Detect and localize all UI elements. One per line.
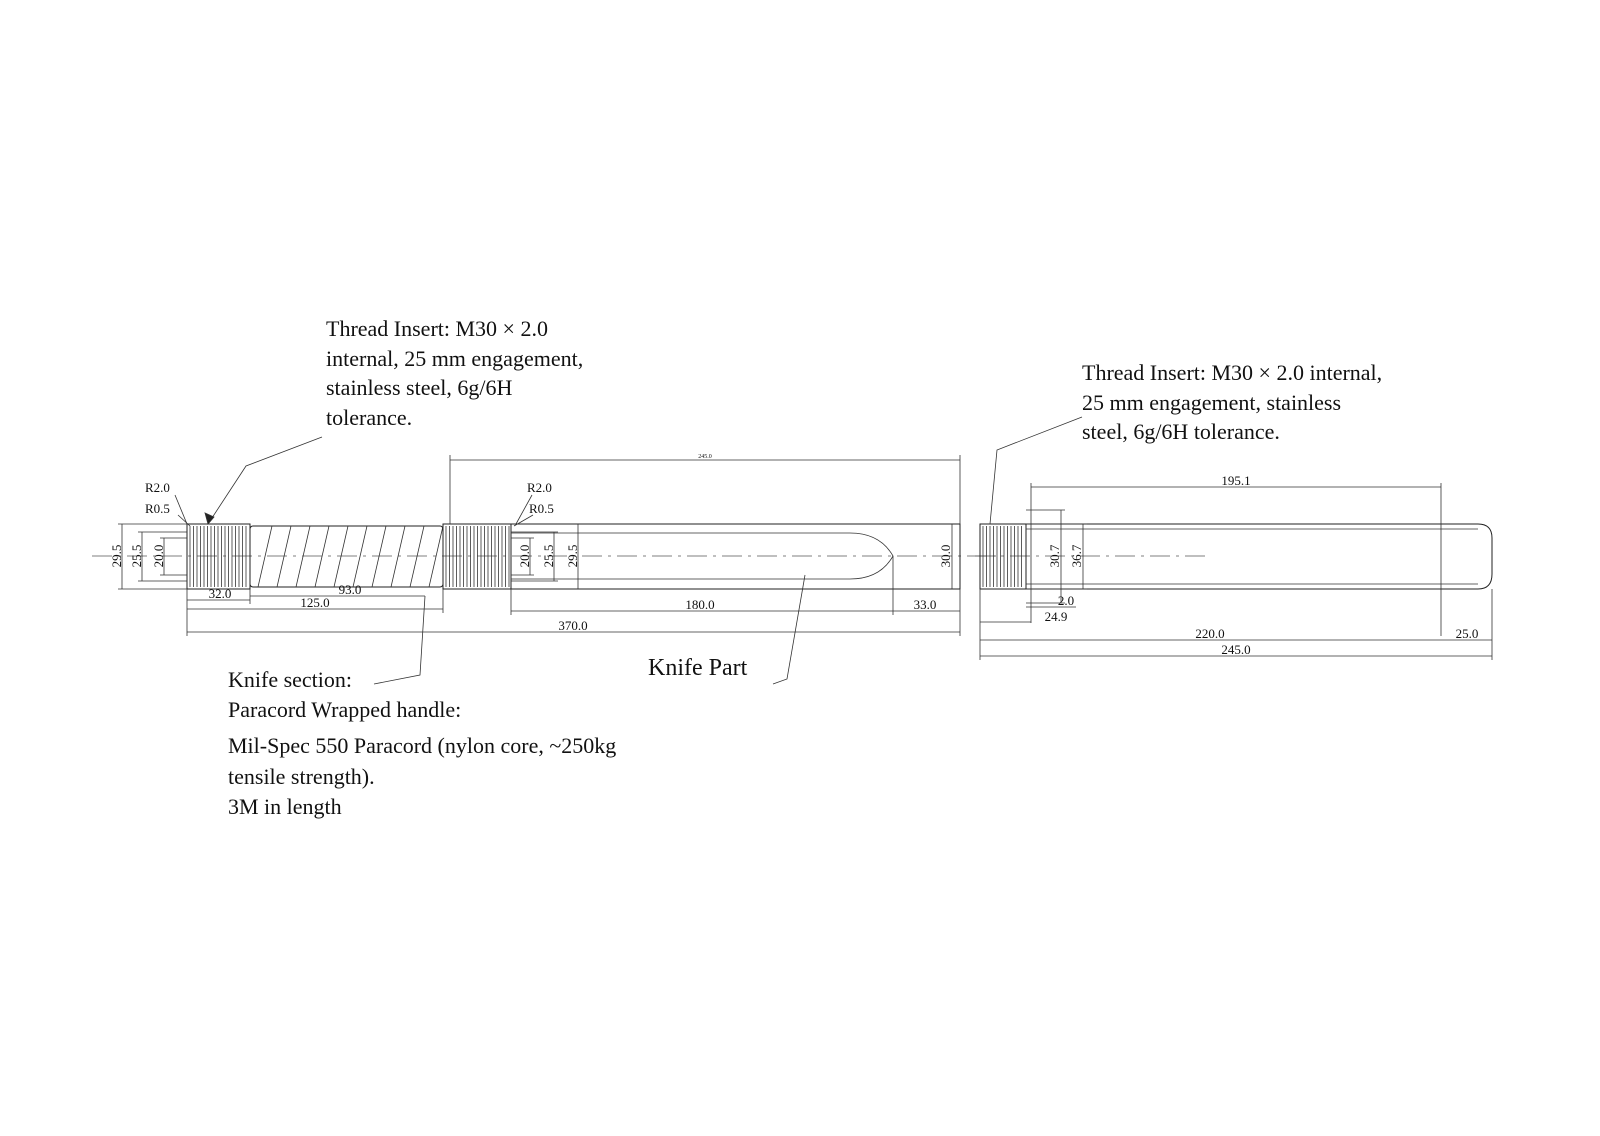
paracord-handle [250,526,443,587]
paracord-wrap-lines [258,526,443,587]
rod-right [1026,524,1492,589]
hatch-line [296,526,310,587]
dim-label: 370.0 [558,618,588,633]
right-dimension-labels [1045,473,1479,657]
note-line: 25 mm engagement, stainless [1082,390,1342,415]
thread-insert-middle [443,524,511,589]
dim-label: 30.7 [1047,544,1062,568]
dim-label: 125.0 [300,595,330,610]
note-line: Knife section: [228,667,353,692]
dim-label: 33.0 [913,597,937,612]
note-line: tensile strength). [228,764,375,789]
hatch-line [410,526,424,587]
note-line: Thread Insert: M30 × 2.0 [326,316,548,341]
thread-insert-left [187,524,250,589]
note-line: 3M in length [228,794,342,819]
dim-label: 25.5 [129,544,144,568]
hatch-line [353,526,367,587]
dim-label: R2.0 [527,480,552,495]
thread-lines-left [190,526,246,587]
dim-label: 32.0 [208,586,232,601]
knife-section-note [228,667,616,819]
note-line: tolerance. [326,405,413,430]
thread-note-left [326,316,583,430]
knife-part-label: Knife Part [648,655,748,681]
dim-label: 93.0 [338,582,362,597]
dim-label: R2.0 [145,480,170,495]
note-line: Paracord Wrapped handle: [228,697,462,722]
dim-label: 20.0 [517,544,532,568]
hatch-line [334,526,348,587]
right-dimension-lines [980,483,1492,660]
hatch-line [277,526,291,587]
dim-label: 195.1 [1221,473,1251,488]
thread-insert-right [980,524,1026,589]
dim-label: 20.0 [151,544,166,568]
hatch-line [372,526,386,587]
dim-label: 30.0 [938,544,953,568]
dim-label: 36.7 [1069,544,1084,568]
dim-label: 29.5 [565,544,580,568]
dim-label: 25.0 [1455,626,1479,641]
dim-label: R0.5 [145,501,170,516]
dim-label: 2.0 [1057,593,1075,608]
hatch-line [429,526,443,587]
thread-note-right [1082,360,1382,444]
note-line: Mil-Spec 550 Paracord (nylon core, ~250kg [228,733,617,758]
hatch-line [315,526,329,587]
note-line: stainless steel, 6g/6H [326,375,513,400]
note-line: Thread Insert: M30 × 2.0 internal, [1082,360,1383,385]
thread-lines-right [983,526,1022,587]
dim-label: 180.0 [685,597,715,612]
dim-label: 24.9 [1044,609,1068,624]
hatch-line [258,526,272,587]
dim-label: 220.0 [1195,626,1225,641]
dim-label: 245.0 [1221,642,1251,657]
dim-label: R0.5 [529,501,554,516]
dim-label: 29.5 [109,544,124,568]
hatch-line [391,526,405,587]
note-line: internal, 25 mm engagement, [326,346,584,371]
note-line: steel, 6g/6H tolerance. [1082,419,1280,444]
thread-lines-middle [446,526,509,587]
dim-label: 245.0 [698,454,712,460]
dim-label: 25.5 [541,544,556,568]
